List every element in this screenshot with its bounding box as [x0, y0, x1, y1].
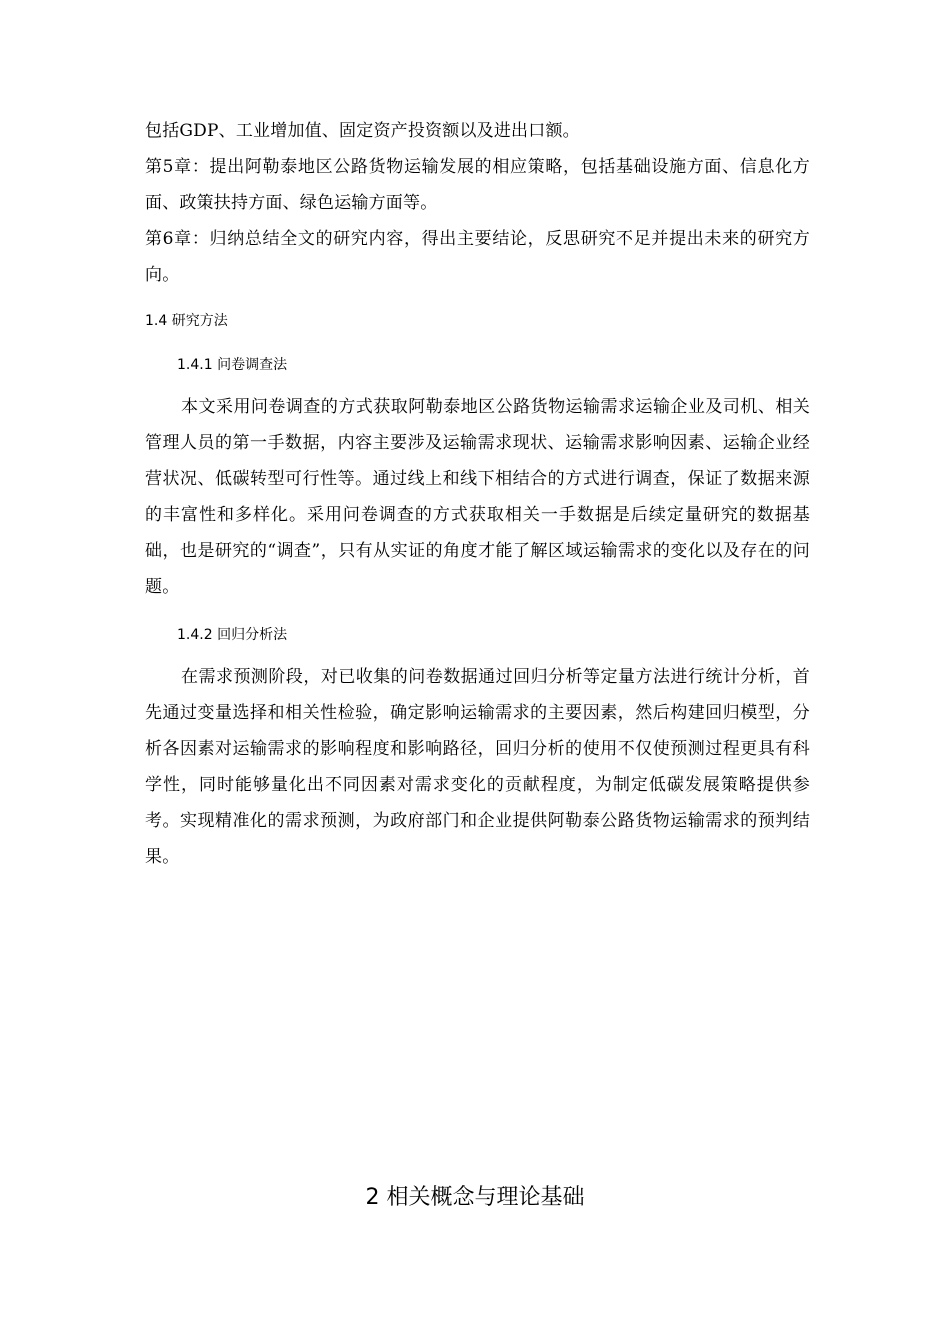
chapter-title: 2 相关概念与理论基础 — [365, 1185, 585, 1210]
paragraph-chapter-5: 第5章：提出阿勒泰地区公路货物运输发展的相应策略，包括基础设施方面、信息化方面、政策扶持方面、绿色运输方面等。 — [145, 157, 810, 213]
paragraph-indicators: 包括GDP、工业增加值、固定资产投资额以及进出口额。 — [145, 121, 580, 141]
paragraph-regression-method: 在需求预测阶段，对已收集的问卷数据通过回归分析等定量方法进行统计分析，首先通过变量选择和相关性检验，确定影响运输需求的主要因素，然后构建回归模型，分析各因素对运输需求的影响程度和影响路径，回归分析的使用不仅使预测过程更具有科学性，同时能够量化出不同因素对需求变化的贡献程度，为制定低碳发展策略提供参考。实现精准化的需求预测，为政府部门和企业提供阿勒泰公路货物运输需求的预判结果。 — [145, 667, 810, 867]
section-heading-1-4-1: 1.4.1 问卷调查法 — [177, 357, 288, 373]
section-heading-1-4-2: 1.4.2 回归分析法 — [177, 627, 288, 643]
section-heading-1-4: 1.4 研究方法 — [145, 313, 228, 329]
paragraph-survey-method: 本文采用问卷调查的方式获取阿勒泰地区公路货物运输需求运输企业及司机、相关管理人员的第一手数据，内容主要涉及运输需求现状、运输需求影响因素、运输企业经营状况、低碳转型可行性等。通过线上和线下相结合的方式进行调查，保证了数据来源的丰富性和多样化。采用问卷调查的方式获取相关一手数据是后续定量研究的数据基础，也是研究的“调查”，只有从实证的角度才能了解区域运输需求的变化以及存在的问题。 — [145, 397, 810, 597]
paragraph-chapter-6: 第6章：归纳总结全文的研究内容，得出主要结论，反思研究不足并提出未来的研究方向。 — [145, 229, 810, 285]
